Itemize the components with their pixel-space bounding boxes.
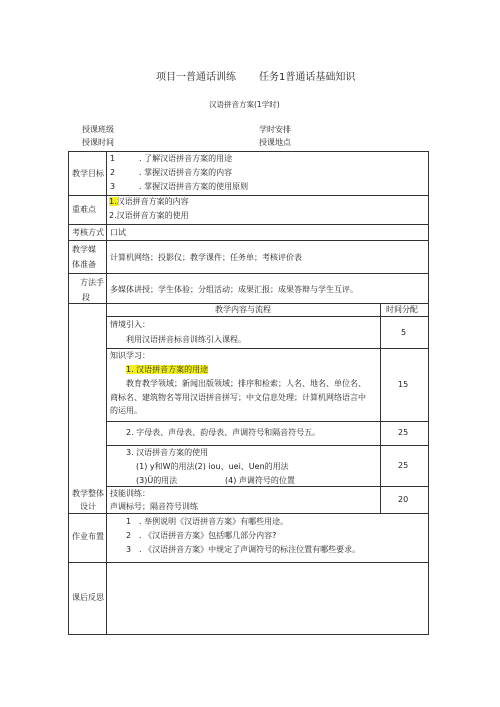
keypoints-label: 重难点 <box>72 205 96 214</box>
step-text: (3)Ü的用法 <box>136 476 178 485</box>
step-title: 技能训练： <box>110 489 150 498</box>
project-title: 项目一普通话训练 <box>156 72 236 83</box>
row-divider <box>106 445 429 446</box>
row-divider <box>68 562 429 563</box>
homework-text: . 《汉语拼音方案》包括哪几部分内容? <box>139 531 277 540</box>
row-divider <box>68 224 429 225</box>
row-divider <box>106 421 429 422</box>
step-title: 知识学习： <box>110 351 150 360</box>
methods-label: 段 <box>82 293 90 302</box>
keypoint-number-highlighted: 1. <box>109 197 117 206</box>
time-header: 时间分配 <box>386 305 418 314</box>
objective-text: . 了解汉语拼音方案的用途 <box>139 154 233 163</box>
step-text: 教育教学领域；新闻出版领域；排序和检索；人名、地名、单位名、 <box>126 379 366 388</box>
row-divider <box>68 273 429 274</box>
task-title: 任务1普通话基础知识 <box>259 72 356 83</box>
class-label: 授课班级 <box>82 125 114 134</box>
methods-label: 方法手 <box>80 278 104 287</box>
step-text: 的运用。 <box>110 406 142 415</box>
row-divider <box>68 240 429 241</box>
objectives-label: 教学目标 <box>72 169 104 178</box>
objective-text: . 掌握汉语拼音方案的内容 <box>139 168 233 177</box>
table-border-top <box>68 151 429 152</box>
step-time: 5 <box>401 328 407 337</box>
step-text-highlighted: 1. 汉语拼音方案的用途 <box>126 365 209 374</box>
objective-number: 3 <box>110 182 116 191</box>
homework-text: . 《汉语拼音方案》中规定了声调符号的标注位置有哪些要求。 <box>139 545 361 554</box>
objective-number: 1 <box>110 154 116 163</box>
media-label: 教学媒 <box>72 245 96 254</box>
homework-number: 1 <box>126 517 132 526</box>
step-text: 声调标号；隔音符号训练 <box>110 502 198 511</box>
design-label: 设计 <box>80 502 96 511</box>
media-value: 计算机网络；投影仪；教学课件；任务单；考核评价表 <box>110 253 302 262</box>
homework-number: 2 <box>126 531 132 540</box>
content-header: 教学内容与流程 <box>215 305 271 314</box>
step-title: 3. 汉语拼音方案的使用 <box>126 448 209 457</box>
step-text: (1) y和W的用法(2) iou、uei、Uen的用法 <box>136 462 289 471</box>
keypoint-text: 汉语拼音方案的使用 <box>116 211 189 220</box>
step-time: 25 <box>398 461 409 470</box>
time-column-divider <box>380 303 381 513</box>
reflection-label: 课后反思 <box>72 593 104 602</box>
row-divider <box>68 195 429 196</box>
time-label: 授课时间 <box>82 138 114 147</box>
design-label: 教学整体 <box>72 489 104 498</box>
step-time: 25 <box>398 428 409 437</box>
keypoint-number: 2. <box>109 211 117 220</box>
venue-label: 授课地点 <box>259 138 291 147</box>
table-border-bottom <box>68 634 429 635</box>
schedule-label: 学时安排 <box>259 125 291 134</box>
step-time: 15 <box>398 380 409 389</box>
homework-number: 3 <box>126 545 132 554</box>
homework-label: 作业布置 <box>72 532 104 541</box>
row-divider <box>106 348 429 349</box>
assessment-label: 考核方式 <box>72 228 104 237</box>
step-title: 情境引入： <box>110 320 150 329</box>
row-divider <box>68 513 429 514</box>
row-divider <box>68 303 429 304</box>
step-text: (4) 声调符号的位置 <box>225 476 295 485</box>
step-time: 20 <box>398 495 409 504</box>
step-title: 2. 字母表、声母表、韵母表、声调符号和隔音符号五。 <box>126 428 321 437</box>
row-divider <box>106 486 429 487</box>
step-text: 利用汉语拼音标音训练引入课程。 <box>126 335 246 344</box>
media-label: 体准备 <box>72 260 96 269</box>
methods-value: 多媒体讲授；学生体验；分组活动；成果汇报；成果答辩与学生互评。 <box>110 285 358 294</box>
keypoint-text: 汉语拼音方案的内容 <box>116 197 189 206</box>
objective-text: . 掌握汉语拼音方案的使用原则 <box>139 182 249 191</box>
homework-text: . 举例说明《汉语拼音方案》有哪些用途。 <box>139 517 289 526</box>
lesson-subtitle: 汉语拼音方案(1学时) <box>209 100 280 109</box>
step-text: 商标名、建筑物名等用汉语拼音拼写；中文信息处理；计算机网络语言中 <box>110 393 366 402</box>
objective-number: 2 <box>110 168 116 177</box>
assessment-value: 口试 <box>110 228 126 237</box>
row-divider <box>106 316 429 317</box>
